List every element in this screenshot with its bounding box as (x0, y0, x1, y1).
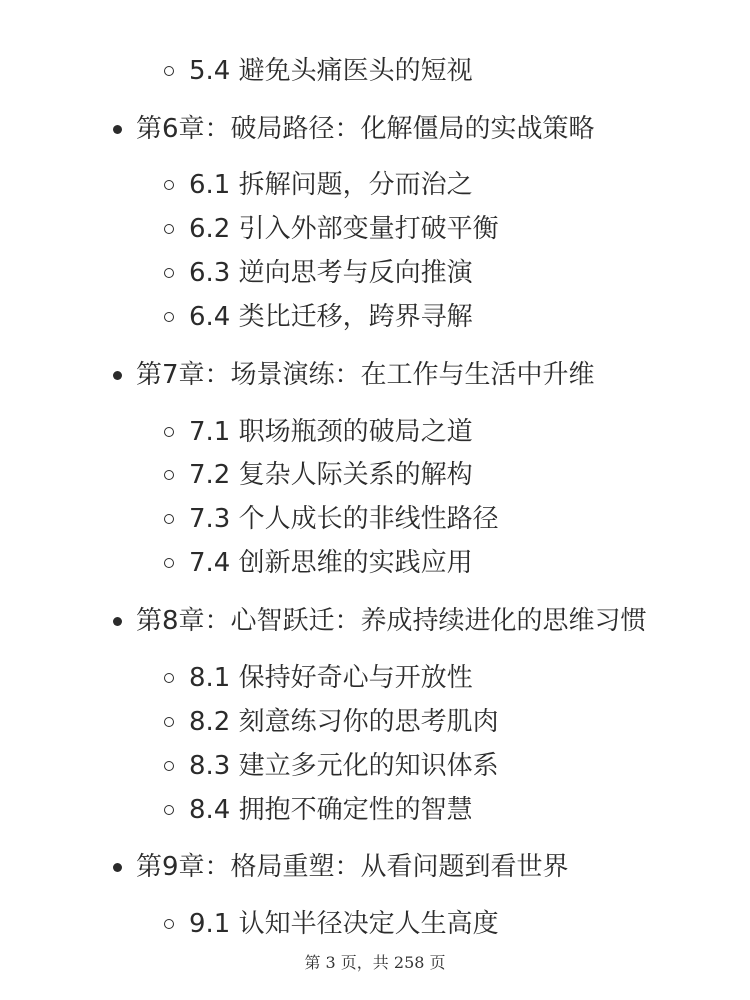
disc-bullet-icon (113, 125, 122, 134)
section-title: 7.4 创新思维的实践应用 (189, 548, 473, 578)
outline-section-item (0, 706, 499, 738)
section-title: 8.2 刻意练习你的思考肌肉 (189, 707, 499, 737)
circle-bullet-icon (164, 761, 174, 771)
outline-section-item (0, 55, 473, 87)
outline-section-item (0, 169, 473, 201)
chapter-title: 第9章：格局重塑：从看问题到看世界 (136, 852, 569, 882)
outline-section-item (0, 301, 473, 333)
section-title: 6.2 引入外部变量打破平衡 (189, 214, 499, 244)
disc-bullet-icon (113, 617, 122, 626)
circle-bullet-icon (164, 224, 174, 234)
circle-bullet-icon (164, 180, 174, 190)
disc-bullet-icon (113, 371, 122, 380)
section-title: 9.1 认知半径决定人生高度 (189, 909, 499, 939)
outline-section-item (0, 794, 473, 826)
circle-bullet-icon (164, 427, 174, 437)
outline-section-item (0, 257, 473, 289)
section-title: 7.1 职场瓶颈的破局之道 (189, 417, 473, 447)
outline-chapter-item (0, 113, 595, 145)
circle-bullet-icon (164, 66, 174, 76)
circle-bullet-icon (164, 673, 174, 683)
section-title: 7.2 复杂人际关系的解构 (189, 460, 473, 490)
outline-section-item (0, 750, 499, 782)
chapter-title: 第7章：场景演练：在工作与生活中升维 (136, 360, 595, 390)
section-title: 6.4 类比迁移，跨界寻解 (189, 302, 473, 332)
circle-bullet-icon (164, 312, 174, 322)
outline-chapter-item (0, 851, 569, 883)
circle-bullet-icon (164, 919, 174, 929)
section-title: 8.1 保持好奇心与开放性 (189, 663, 473, 693)
circle-bullet-icon (164, 268, 174, 278)
outline-section-item (0, 503, 499, 535)
section-title: 8.3 建立多元化的知识体系 (189, 751, 499, 781)
circle-bullet-icon (164, 558, 174, 568)
section-title: 6.3 逆向思考与反向推演 (189, 258, 473, 288)
outline-section-item (0, 416, 473, 448)
outline-chapter-item (0, 605, 647, 637)
section-title: 6.1 拆解问题，分而治之 (189, 170, 473, 200)
chapter-title: 第6章：破局路径：化解僵局的实战策略 (136, 114, 595, 144)
outline-section-item (0, 908, 499, 940)
circle-bullet-icon (164, 514, 174, 524)
circle-bullet-icon (164, 805, 174, 815)
circle-bullet-icon (164, 470, 174, 480)
outline-section-item (0, 213, 499, 245)
outline-chapter-item (0, 359, 595, 391)
page-number-footer: 第 3 页，共 258 页 (304, 953, 446, 972)
circle-bullet-icon (164, 717, 174, 727)
section-title: 7.3 个人成长的非线性路径 (189, 504, 499, 534)
outline-section-item (0, 459, 473, 491)
section-title: 8.4 拥抱不确定性的智慧 (189, 795, 473, 825)
outline-section-item (0, 662, 473, 694)
disc-bullet-icon (113, 863, 122, 872)
outline-section-item (0, 547, 473, 579)
section-title: 5.4 避免头痛医头的短视 (189, 56, 473, 86)
chapter-title: 第8章：心智跃迁：养成持续进化的思维习惯 (136, 606, 647, 636)
